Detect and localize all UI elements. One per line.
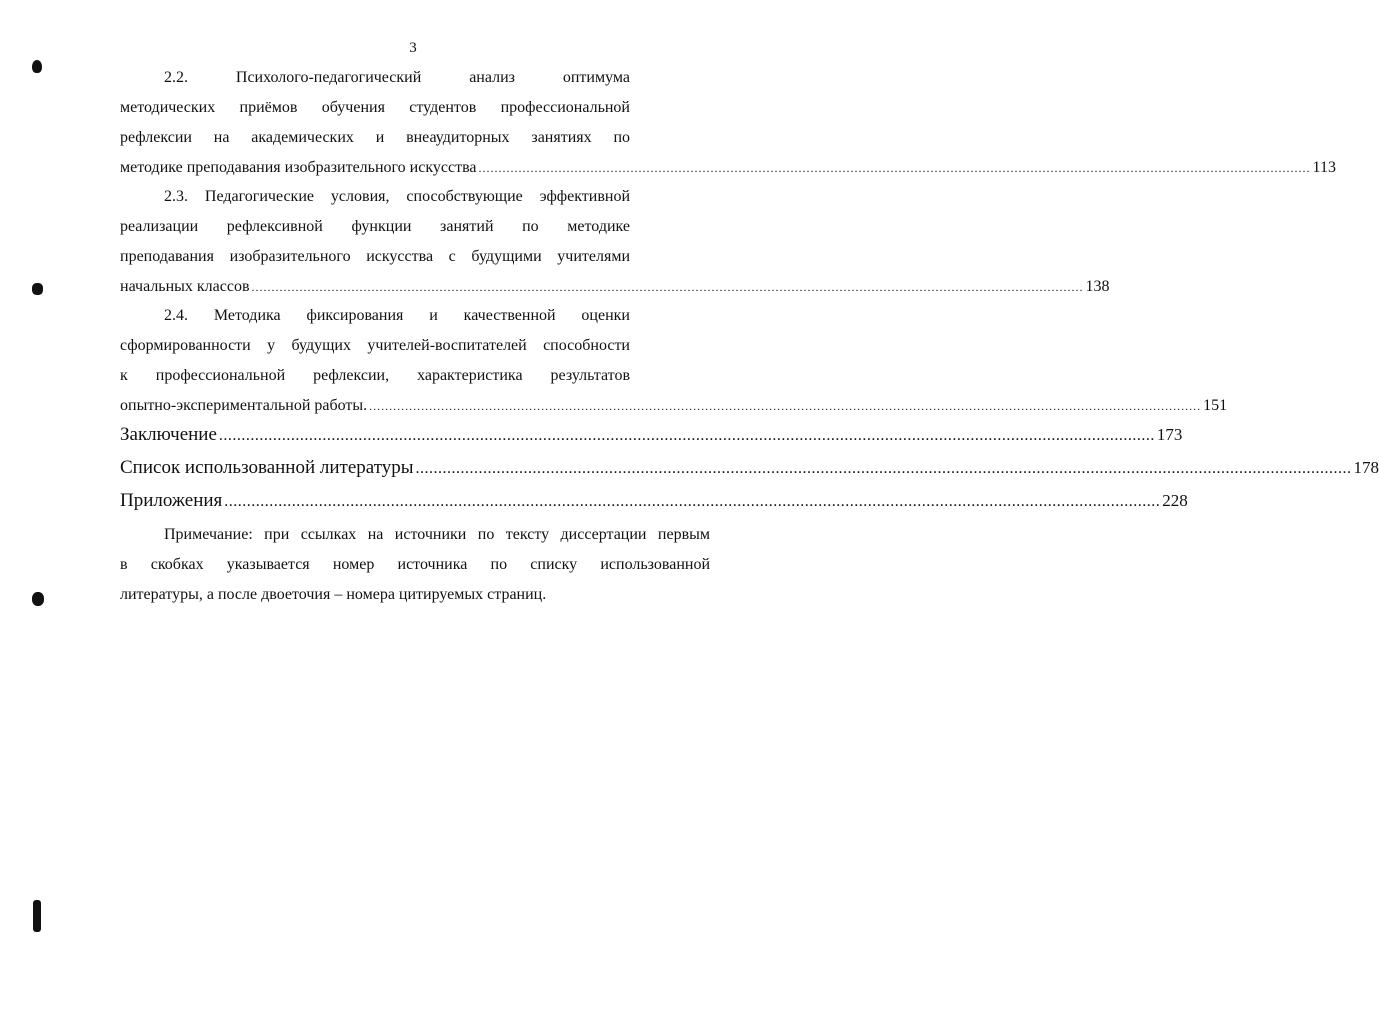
toc-entry-2-4[interactable]: [120, 301, 1228, 421]
toc-entry-text-line: методических приёмов обучения студентов профессиональной: [120, 99, 630, 116]
toc-entry-page: 138: [1085, 278, 1110, 295]
toc-entry-last-line: [120, 391, 1228, 421]
toc-entry-text-line: 2.2. Психолого-педагогический анализ оптимума: [164, 69, 630, 86]
toc-entry-conclusion[interactable]: [120, 424, 1183, 446]
toc-entry-text-line: рефлексии на академических и внеаудиторных занятиях по: [120, 129, 630, 146]
scan-mark: [33, 900, 41, 932]
dot-leader: ................................................................................................................................................................................................................: [224, 493, 1161, 510]
toc-entry-text-tail: опытно-экспериментальной работы.: [120, 397, 368, 414]
toc-entry-appendices[interactable]: [120, 490, 1188, 512]
scan-mark: [32, 60, 42, 73]
toc-major-page: 178: [1353, 458, 1379, 477]
toc-major-title: Заключение: [120, 424, 217, 445]
dot-leader: ................................................................................................................................................................................................................: [478, 161, 1311, 175]
toc-entry-text-line: 2.4. Методика фиксирования и качественной оценки: [164, 307, 630, 324]
toc-entry-text-line: к профессиональной рефлексии, характеристика результатов: [120, 367, 630, 384]
toc-entry-text-tail: методике преподавания изобразительного искусства: [120, 159, 477, 176]
scan-mark: [32, 592, 44, 606]
toc-entry-text-line: 2.3. Педагогические условия, способствующие эффективной: [164, 188, 630, 205]
toc-entry-2-2[interactable]: [120, 63, 1336, 183]
note-line: литературы, а после двоеточия – номера цитируемых страниц.: [120, 586, 547, 603]
dot-leader: ................................................................................................................................................................................................................: [415, 460, 1352, 477]
dot-leader: ................................................................................................................................................................................................................: [369, 399, 1202, 413]
toc-major-title: Список использованной литературы: [120, 457, 414, 478]
dot-leader: ................................................................................................................................................................................................................: [218, 427, 1155, 444]
scan-mark: [32, 283, 43, 295]
toc-entry-text-line: сформированности у будущих учителей-воспитателей способности: [120, 337, 630, 354]
toc-entry-text-line: реализации рефлексивной функции занятий по методике: [120, 218, 630, 235]
toc-entry-page: 151: [1203, 397, 1228, 414]
toc-entry-text-tail: начальных классов: [120, 278, 250, 295]
note-paragraph: [120, 520, 710, 610]
toc-entry-2-3[interactable]: [120, 182, 1110, 302]
toc-major-title: Приложения: [120, 490, 223, 511]
toc-entry-last-line: [120, 272, 1110, 302]
toc-major-page: 173: [1156, 425, 1183, 444]
note-line: в скобках указывается номер источника по списку использованной: [120, 556, 710, 573]
toc-entry-references[interactable]: [120, 457, 1379, 479]
dot-leader: ................................................................................................................................................................................................................: [251, 280, 1084, 294]
toc-entry-last-line: [120, 153, 1336, 183]
toc-entry-page: 113: [1312, 159, 1336, 176]
note-line: Примечание: при ссылках на источники по тексту диссертации первым: [164, 526, 710, 543]
page-number: 3: [409, 40, 417, 56]
toc-major-page: 228: [1162, 491, 1188, 510]
toc-entry-text-line: преподавания изобразительного искусства с будущими учителями: [120, 248, 630, 265]
